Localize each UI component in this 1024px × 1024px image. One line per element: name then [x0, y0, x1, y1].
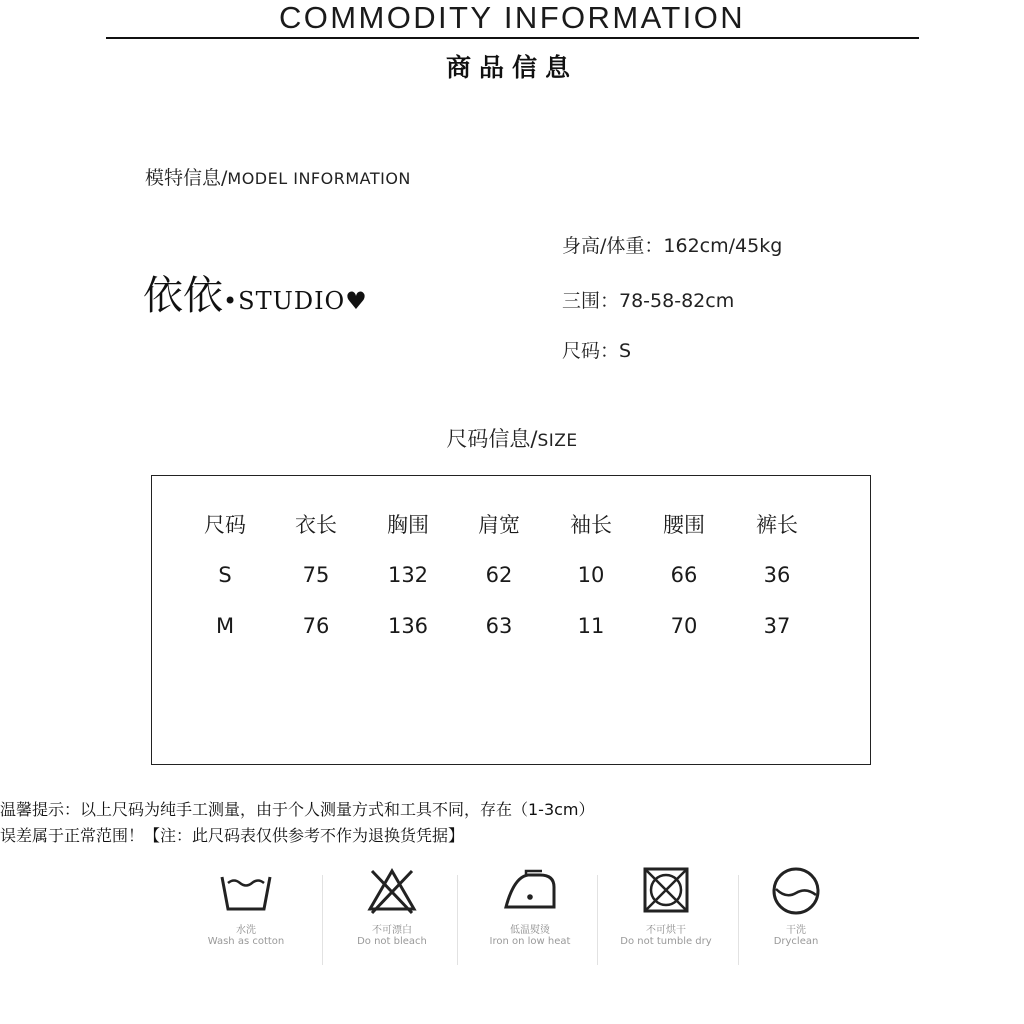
care-label-zh: 水洗	[236, 925, 256, 936]
care-label-en: Do not tumble dry	[620, 936, 712, 947]
model-info-heading	[145, 163, 411, 190]
size-table-header-cell: 胸围	[387, 513, 429, 537]
no-tumble-dry-icon	[636, 865, 696, 917]
model-size: 尺码：S	[562, 340, 632, 362]
page-title: COMMODITY INFORMATION	[278, 0, 745, 35]
size-heading-en: SIZE	[537, 431, 578, 451]
care-label-en: Dryclean	[773, 936, 819, 947]
size-table-header-cell: 尺码	[204, 513, 246, 537]
size-table	[151, 475, 871, 765]
size-table-cell: 62	[485, 563, 513, 587]
care-label-en: Wash as cotton	[207, 936, 285, 947]
size-table-cell: 37	[763, 614, 791, 638]
care-label-zh: 干洗	[786, 925, 806, 936]
care-label-zh: 低温熨烫	[510, 925, 550, 936]
size-table-cell: 66	[670, 563, 698, 587]
care-item	[460, 865, 600, 947]
care-label-zh: 不可漂白	[372, 925, 412, 936]
model-heading-en: MODEL INFORMATION	[227, 169, 411, 188]
size-table-cell: 63	[485, 614, 513, 638]
care-label-zh: 不可烘干	[646, 925, 686, 936]
size-table-cell: 70	[670, 614, 698, 638]
care-item	[322, 865, 462, 947]
no-bleach-icon	[362, 865, 422, 917]
size-info-heading	[0, 423, 1024, 453]
size-table-header-cell: 肩宽	[478, 513, 520, 537]
iron-low-heat-icon	[500, 865, 560, 917]
size-table-cell: 132	[387, 563, 429, 587]
care-item	[726, 865, 866, 947]
size-table-header-cell: 袖长	[570, 513, 612, 537]
size-table-cell: S	[218, 563, 232, 587]
notice-line: 误差属于正常范围！【注：此尺码表仅供参考不作为退换货凭据】	[0, 826, 465, 845]
notice-line: 温馨提示：以上尺码为纯手工测量，由于个人测量方式和工具不同，存在（1-3cm）	[0, 800, 595, 819]
size-table-cell: 136	[387, 614, 429, 638]
brand-name-en: •STUDIO♥	[223, 287, 368, 315]
care-label-en: Do not bleach	[357, 936, 427, 947]
care-label-en: Iron on low heat	[489, 936, 571, 947]
size-table-header-cell: 腰围	[663, 513, 705, 537]
header-divider	[106, 37, 919, 39]
wash-basin-icon	[216, 865, 276, 917]
size-heading-zh: 尺码信息/	[446, 427, 538, 451]
size-table-cell: 36	[763, 563, 791, 587]
model-height-weight: 身高/体重：162cm/45kg	[562, 235, 783, 257]
size-table-cell: 10	[577, 563, 605, 587]
size-table-cell: M	[215, 614, 235, 638]
brand-name-zh: 依依	[143, 273, 223, 319]
dry-clean-icon	[766, 865, 826, 917]
page-subtitle: 商品信息	[445, 53, 578, 82]
size-table-cell: 75	[302, 563, 330, 587]
care-item	[176, 865, 316, 947]
size-table-cell: 11	[577, 614, 605, 638]
care-divider	[457, 875, 458, 965]
model-measurements: 三围：78-58-82cm	[562, 290, 735, 312]
model-heading-zh: 模特信息/	[145, 167, 228, 189]
size-table-header-cell: 裤长	[756, 513, 798, 537]
size-table-cell: 76	[302, 614, 330, 638]
size-table-header-cell: 衣长	[295, 513, 337, 537]
brand-logo	[143, 264, 368, 321]
care-item	[596, 865, 736, 947]
